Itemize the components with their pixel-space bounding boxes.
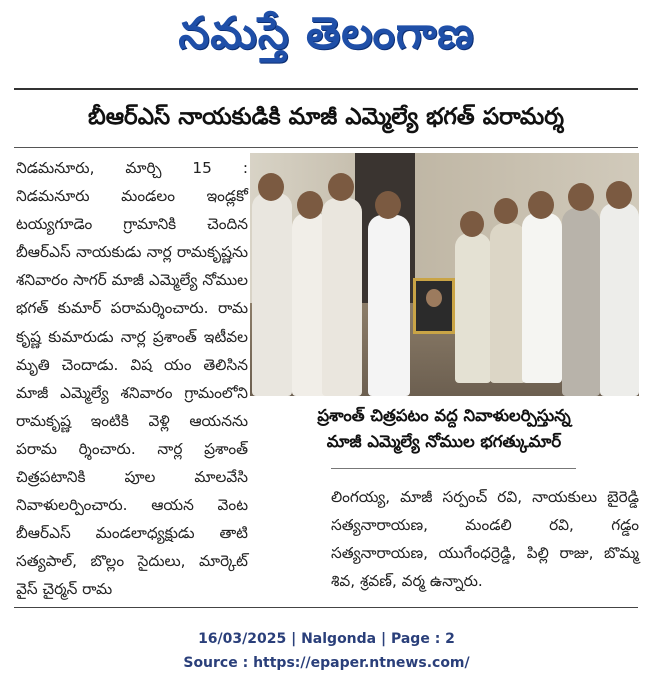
portrait-frame [413,278,455,334]
article-body-right [331,483,639,595]
body-right-text: లింగయ్య, మాజీ సర్పంచ్ రవి, నాయకులు బైరెడ్డి సత్యనారాయణ, మండలి రవి, గడ్డం సత్యనారాయణ, యుగేంధర్రెడ్డి, పిల్లి రాజు, బొమ్మ శివ, శ్రవణ్, వర్మ ఉన్నారు. [331,488,639,591]
footer-date-line: 16/03/2025 | Nalgonda | Page : 2 [198,631,455,647]
article-headline: బీఆర్ఎస్ నాయకుడికి మాజీ ఎమ్మెల్యే భగత్ పరామర్శ [87,104,565,130]
body-left-text: నిడమనూరు, మార్చి 15 : నిడమనూరు మండలం ఇండ్లకో టయ్యగూడెం గ్రామానికి చెందిన బీఆర్ఎస్ నాయకుడు నార్ల రామకృష్ణను శనివారం సాగర్ మాజీ ఎమ్మెల్యే నోముల భగత్ కుమార్ పరామర్శించారు. రామ కృష్ణ కుమారుడు నార్ల ప్రశాంత్ ఇటీవల మృతి చెందాడు. విష యం తెలిసిన మాజీ ఎమ్మెల్యే శనివారం గ్రామంలోని రామకృష్ణ ఇంటికి వెళ్లి ఆయనను పరామ ర్శించారు. నార్ల ప్రశాంత్ చిత్రపటానికి పూల మాలవేసి నివాళులర్పించారు. ఆయన వెంట బీఆర్ఎస్ మండలాధ్యక్షుడు తాటి సత్యపాల్, బొల్లం సైదులు, మార్కెట్ వైస్ చైర్మన్ రామ [16,159,248,599]
footer-rule [14,607,638,608]
caption-line-1: ప్రశాంత్ చిత్రపటం వద్ద నివాళులర్పిస్తున్న [317,406,571,425]
masthead-rule [14,88,638,90]
newspaper-masthead: నమస్తే తెలంగాణ [178,8,475,59]
caption-line-2: మాజీ ఎమ్మెల్యే నోముల భగత్కుమార్ [326,432,562,451]
article-photo [250,153,639,396]
photo-caption [248,403,640,455]
footer-source-line: Source : https://epaper.ntnews.com/ [183,655,470,671]
article-body-left [16,154,248,604]
headline-rule [14,147,638,148]
column-divider [331,468,576,469]
